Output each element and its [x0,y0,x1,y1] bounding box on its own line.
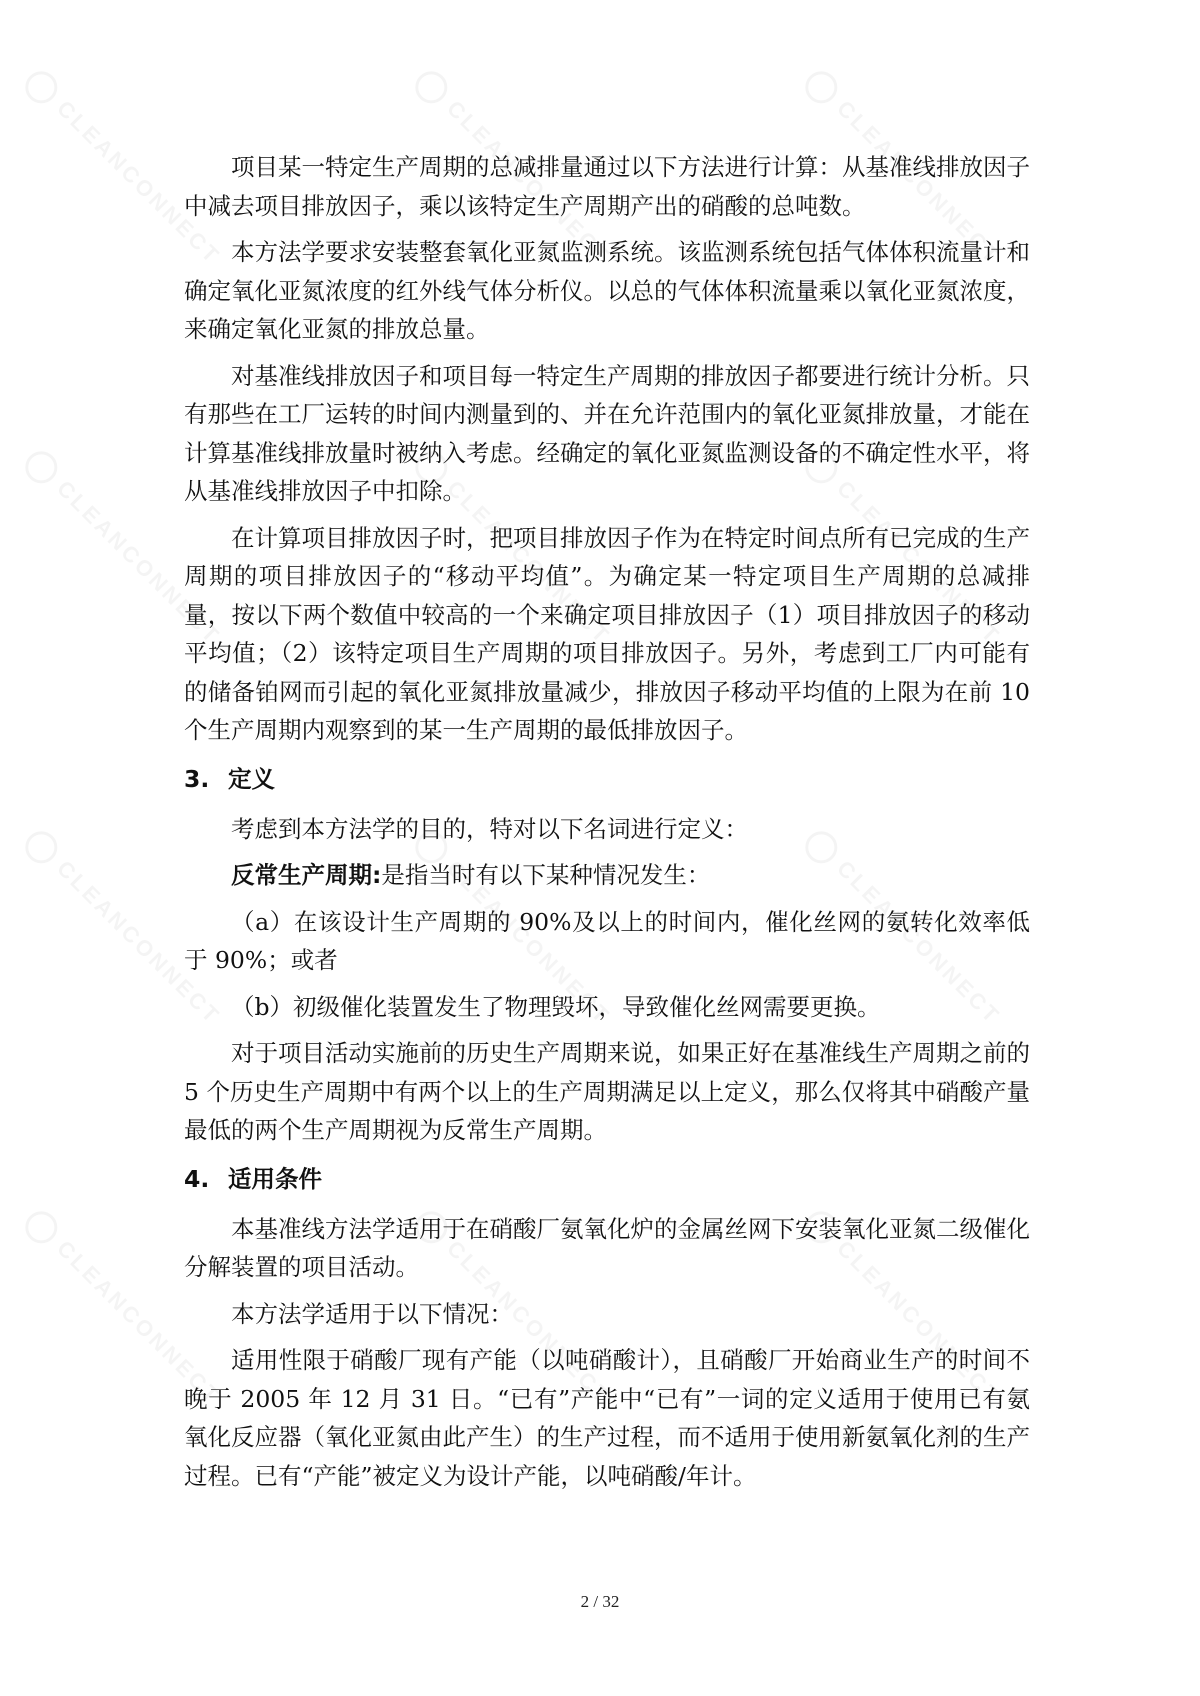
definition-abnormal-cycle [184,856,1030,895]
section-heading-definitions [184,762,1030,796]
page-number: 2 / 32 [580,1592,620,1611]
paragraph-total-reduction: 项目某一特定生产周期的总减排量通过以下方法进行计算：从基准线排放因子中减去项目排放因子，乘以该特定生产周期产出的硝酸的总吨数。 [184,153,1030,220]
definition-text: 是指当时有以下某种情况发生： [381,861,711,889]
cleanconnect-logo-icon [799,65,844,110]
section-number: 3. [184,764,210,793]
cleanconnect-logo-icon [19,1205,64,1250]
paragraph-historical-cycles: 对于项目活动实施前的历史生产周期来说，如果正好在基准线生产周期之前的 5 个历史生产周期中有两个以上的生产周期满足以上定义，那么仅将其中硝酸产量最低的两个生产周期视为反常生产周期。 [184,1039,1030,1144]
paragraph-applicability-scope: 本基准线方法学适用于在硝酸厂氨氧化炉的金属丝网下安装氧化亚氮二级催化分解装置的项目活动。 [184,1214,1030,1281]
definition-term: 反常生产周期: [231,861,382,889]
paragraph-applicability-intro: 本方法学适用于以下情况： [231,1299,513,1328]
paragraph-project-emission-factor: 在计算项目排放因子时，把项目排放因子作为在特定时间点所有已完成的生产周期的项目排放因子的“移动平均值”。为确定某一特定项目生产周期的总减排量，按以下两个数值中较高的一个来确定项目排放因子（1）项目排放因子的移动平均值；（2）该特定项目生产周期的项目排放因子。另外，考虑到工厂内可能有的储备铂网而引起的氧化亚氮排放量减少，排放因子移动平均值的上限为在前 10 个生产周期内观察到的某一生产周期的最低排放因子。 [184,523,1030,744]
cleanconnect-logo-icon [19,65,64,110]
definition-item-b: （b）初级催化装置发生了物理毁坏，导致催化丝网需要更换。 [231,992,881,1021]
cleanconnect-logo-icon [409,65,454,110]
section-title: 定义 [228,764,275,793]
paragraph-monitoring-system: 本方法学要求安装整套氧化亚氮监测系统。该监测系统包括气体体积流量计和确定氧化亚氮浓度的红外线气体分析仪。以总的气体体积流量乘以氧化亚氮浓度，来确定氧化亚氮的排放总量。 [184,238,1030,343]
definition-item-a: （a）在该设计生产周期的 90%及以上的时间内，催化丝网的氨转化效率低于 90%；或者 [184,907,1030,974]
document-body [184,148,1030,1503]
section-title: 适用条件 [228,1164,322,1193]
cleanconnect-logo-icon [19,825,64,870]
definitions-intro: 考虑到本方法学的目的，特对以下名词进行定义： [231,814,748,843]
paragraph-existing-capacity: 适用性限于硝酸厂现有产能（以吨硝酸计），且硝酸厂开始商业生产的时间不晚于 2005 年 12 月 31 日。“已有”产能中“已有”一词的定义适用于使用已有氨氧化反应器（氧化亚氮由此产生）的生产过程，而不适用于使用新氨氧化剂的生产过程。已有“产能”被定义为设计产能，以吨硝酸/年计。 [184,1346,1030,1490]
cleanconnect-logo-icon [19,445,64,490]
paragraph-statistical-analysis: 对基准线排放因子和项目每一特定生产周期的排放因子都要进行统计分析。只有那些在工厂运转的时间内测量到的、并在允许范围内的氧化亚氮排放量，才能在计算基准线排放量时被纳入考虑。经确定的氧化亚氮监测设备的不确定性水平，将从基准线排放因子中扣除。 [184,361,1030,505]
section-number: 4. [184,1164,210,1193]
section-heading-applicability [184,1162,1030,1196]
